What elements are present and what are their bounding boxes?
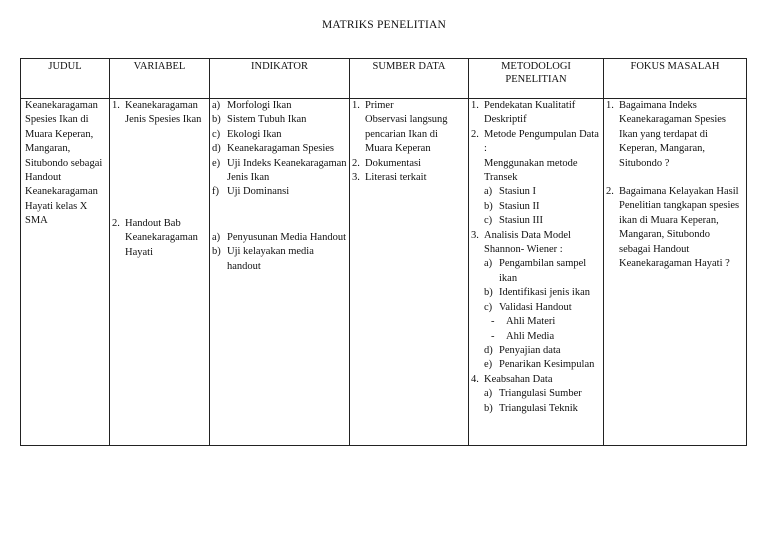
- list-item: 3. Literasi terkait: [352, 172, 427, 184]
- list-item: b) Identifikasi jenis ikan: [484, 287, 590, 299]
- cell-judul: [21, 99, 110, 446]
- cell-variabel: [110, 99, 210, 446]
- list-item: 1. Bagaimana Indeks Keanekaragaman Spesies Ikan yang terdapat di Keperan, Mangaran, Situbondo ?: [606, 100, 726, 169]
- header-variabel: VARIABEL: [110, 59, 210, 99]
- judul-text: Keanekaragaman Spesies Ikan di Muara Keperan, Mangaran, Situbondo sebagai Handout Keanekaragaman Hayati kelas X SMA: [25, 100, 103, 227]
- list-item: - Ahli Materi: [491, 316, 556, 328]
- table-header-row: [21, 59, 747, 99]
- list-note: Menggunakan metode Transek: [484, 157, 578, 184]
- list-item: 2. Dokumentasi: [352, 157, 421, 169]
- list-item: 1. Primer: [352, 100, 394, 111]
- list-item: 2. Handout Bab Keanekaragaman Hayati: [112, 217, 198, 258]
- list-item: a) Penyusunan Media Handout: [212, 231, 346, 243]
- header-indikator: INDIKATOR: [210, 59, 350, 99]
- list-item: Observasi langsung pencarian Ikan di Muara Keperan: [365, 114, 448, 155]
- header-metodologi: METODOLOGI PENELITIAN: [469, 59, 604, 99]
- list-item: 3. Analisis Data Model Shannon- Wiener :: [471, 229, 571, 256]
- list-item: 4. Keabsahan Data: [471, 373, 553, 385]
- list-item: b) Sistem Tubuh Ikan: [212, 114, 307, 126]
- list-item: a) Pengambilan sampel ikan: [484, 258, 587, 284]
- cell-indikator: [210, 99, 350, 446]
- document-title: MATRIKS PENELITIAN: [321, 19, 447, 31]
- list-item: 1. Pendekatan Kualitatif Deskriptif: [471, 100, 576, 126]
- cell-sumber-data: [350, 99, 469, 446]
- list-item: a) Stasiun I: [484, 186, 537, 198]
- list-item: - Ahli Media: [491, 330, 555, 342]
- list-item: d) Keanekaragaman Spesies: [212, 143, 334, 155]
- list-item: 2. Metode Pengumpulan Data :: [471, 128, 599, 155]
- list-item: a) Triangulasi Sumber: [484, 388, 582, 400]
- cell-metodologi: [469, 99, 604, 446]
- list-item: c) Ekologi Ikan: [212, 128, 282, 140]
- list-item: e) Uji Indeks Keanekaragaman Jenis Ikan: [212, 157, 347, 184]
- header-judul: JUDUL: [21, 59, 110, 99]
- list-item: f) Uji Dominansi: [212, 186, 290, 198]
- list-item: e) Penarikan Kesimpulan: [484, 359, 595, 371]
- research-matrix-table: [20, 58, 747, 446]
- list-item: c) Validasi Handout: [484, 301, 572, 313]
- list-item: 1. Keanekaragaman Jenis Spesies Ikan: [112, 100, 202, 126]
- cell-fokus-masalah: [604, 99, 747, 446]
- list-item: a) Morfologi Ikan: [212, 100, 292, 111]
- list-item: d) Penyajian data: [484, 344, 561, 356]
- list-item: b) Stasiun II: [484, 200, 540, 212]
- list-item: 2. Bagaimana Kelayakan Hasil Penelitian tangkapan spesies ikan di Muara Keperan, Mangaran, Situbondo sebagai Handout Keanekaragaman Hayati ?: [606, 186, 740, 270]
- table-body-row: [21, 99, 747, 446]
- header-fokus-masalah: FOKUS MASALAH: [604, 59, 747, 99]
- list-item: b) Triangulasi Teknik: [484, 402, 578, 414]
- header-sumber-data: SUMBER DATA: [350, 59, 469, 99]
- list-item: c) Stasiun III: [484, 215, 544, 227]
- list-item: b) Uji kelayakan media handout: [212, 246, 314, 272]
